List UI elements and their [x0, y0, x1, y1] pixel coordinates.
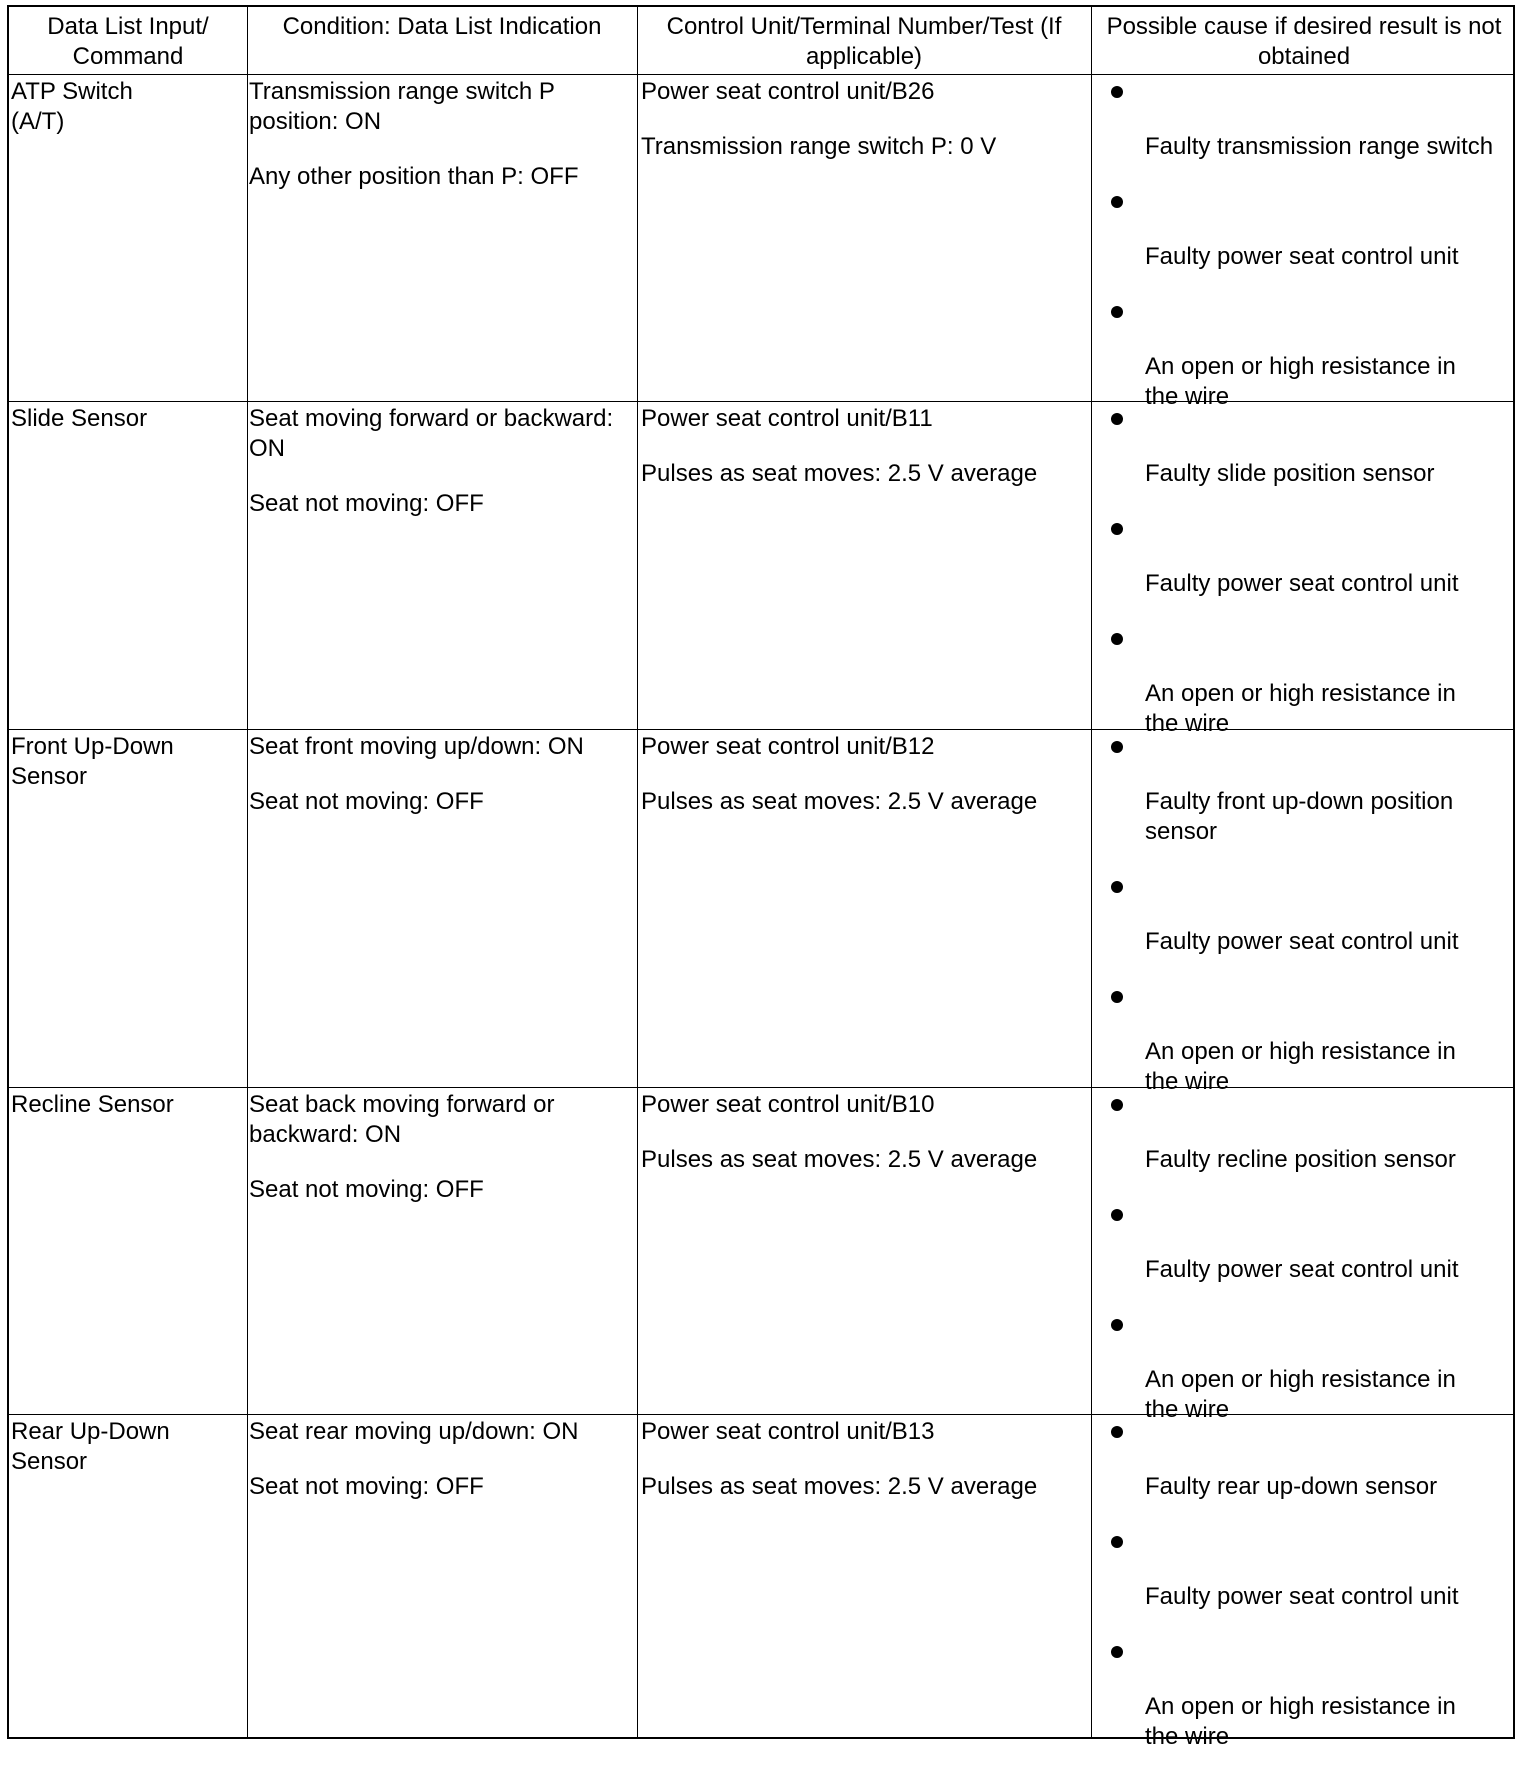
- bullet-icon: [1095, 297, 1515, 327]
- cause-line: Faulty slide position sensor: [1145, 460, 1435, 487]
- control-line: Power seat control unit/B11: [641, 405, 933, 432]
- cause-line: An open or high resistance in the wire: [1145, 353, 1456, 410]
- bullet-icon: [1095, 732, 1515, 762]
- condition-line: Seat rear moving up/down: ON: [249, 1418, 579, 1445]
- control-line: Power seat control unit/B26: [641, 78, 935, 105]
- control-line: Pulses as seat moves: 2.5 V average: [641, 1473, 1038, 1500]
- row-causes: [1095, 732, 1515, 1122]
- cause-line: An open or high resistance in the wire: [1145, 1038, 1456, 1095]
- condition-line: Any other position than P: OFF: [249, 163, 579, 190]
- row-control: [641, 732, 1089, 817]
- row-conditions: [249, 732, 634, 817]
- bullet-icon: [1095, 77, 1515, 107]
- row-conditions: [249, 404, 634, 519]
- cause-line: Faulty recline position sensor: [1145, 1146, 1456, 1173]
- row-control: [641, 77, 1089, 162]
- row-causes: [1095, 404, 1515, 764]
- bullet-icon: [1095, 982, 1515, 1012]
- bullet-icon: [1095, 872, 1515, 902]
- bullet-icon: [1095, 1637, 1515, 1667]
- column-divider: [1091, 7, 1092, 1737]
- header-condition: Condition: Data List Indication: [282, 13, 602, 40]
- condition-line: Seat not moving: OFF: [249, 788, 484, 815]
- control-line: Power seat control unit/B12: [641, 733, 935, 760]
- condition-line: Seat moving forward or backward: ON: [249, 405, 614, 462]
- control-line: Power seat control unit/B10: [641, 1091, 935, 1118]
- bullet-icon: [1095, 1090, 1515, 1120]
- cause-line: An open or high resistance in the wire: [1145, 680, 1456, 737]
- control-line: Pulses as seat moves: 2.5 V average: [641, 788, 1038, 815]
- bullet-icon: [1095, 1200, 1515, 1230]
- row-causes: [1095, 1417, 1515, 1777]
- cause-line: Faulty power seat control unit: [1145, 243, 1459, 270]
- cause-line: An open or high resistance in the wire: [1145, 1693, 1456, 1750]
- row-divider: [9, 74, 1513, 75]
- control-line: Pulses as seat moves: 2.5 V average: [641, 460, 1038, 487]
- row-causes: [1095, 77, 1515, 437]
- cause-line: Faulty power seat control unit: [1145, 928, 1459, 955]
- header-control-unit: Control Unit/Terminal Number/Test (If applicable): [666, 13, 1062, 70]
- bullet-icon: [1095, 1417, 1515, 1447]
- condition-line: Transmission range switch P position: ON: [249, 78, 555, 135]
- control-line: Transmission range switch P: 0 V: [641, 133, 997, 160]
- row-control: [641, 1090, 1089, 1175]
- row-input: Rear Up-Down Sensor: [11, 1418, 170, 1475]
- row-input: Slide Sensor: [11, 405, 148, 432]
- header-possible-cause: Possible cause if desired result is not obtained: [1106, 13, 1502, 70]
- row-conditions: [249, 1090, 589, 1205]
- bullet-icon: [1095, 1310, 1515, 1340]
- control-line: Pulses as seat moves: 2.5 V average: [641, 1146, 1038, 1173]
- column-divider: [247, 7, 248, 1737]
- condition-line: Seat back moving forward or backward: ON: [249, 1091, 555, 1148]
- cause-line: Faulty front up-down position sensor: [1145, 788, 1454, 845]
- control-line: Power seat control unit/B13: [641, 1418, 935, 1445]
- row-conditions: [249, 77, 589, 192]
- cause-line: An open or high resistance in the wire: [1145, 1366, 1456, 1423]
- cause-line: Faulty power seat control unit: [1145, 1583, 1459, 1610]
- condition-line: Seat not moving: OFF: [249, 490, 484, 517]
- row-input: ATP Switch (A/T): [11, 78, 133, 135]
- cause-line: Faulty power seat control unit: [1145, 570, 1459, 597]
- cause-line: Faulty power seat control unit: [1145, 1256, 1459, 1283]
- row-control: [641, 1417, 1089, 1502]
- bullet-icon: [1095, 624, 1515, 654]
- condition-line: Seat front moving up/down: ON: [249, 733, 584, 760]
- header-data-list-input: Data List Input/ Command: [47, 13, 209, 70]
- row-causes: [1095, 1090, 1515, 1450]
- condition-line: Seat not moving: OFF: [249, 1176, 484, 1203]
- bullet-icon: [1095, 514, 1515, 544]
- condition-line: Seat not moving: OFF: [249, 1473, 484, 1500]
- bullet-icon: [1095, 187, 1515, 217]
- cause-line: Faulty transmission range switch: [1145, 133, 1494, 160]
- bullet-icon: [1095, 1527, 1515, 1557]
- bullet-icon: [1095, 404, 1515, 434]
- row-input: Recline Sensor: [11, 1091, 174, 1118]
- row-input: Front Up-Down Sensor: [11, 733, 174, 790]
- column-divider: [637, 7, 638, 1737]
- row-conditions: [249, 1417, 634, 1502]
- cause-line: Faulty rear up-down sensor: [1145, 1473, 1438, 1500]
- row-control: [641, 404, 1089, 489]
- diagnostic-data-table: [7, 5, 1515, 1750]
